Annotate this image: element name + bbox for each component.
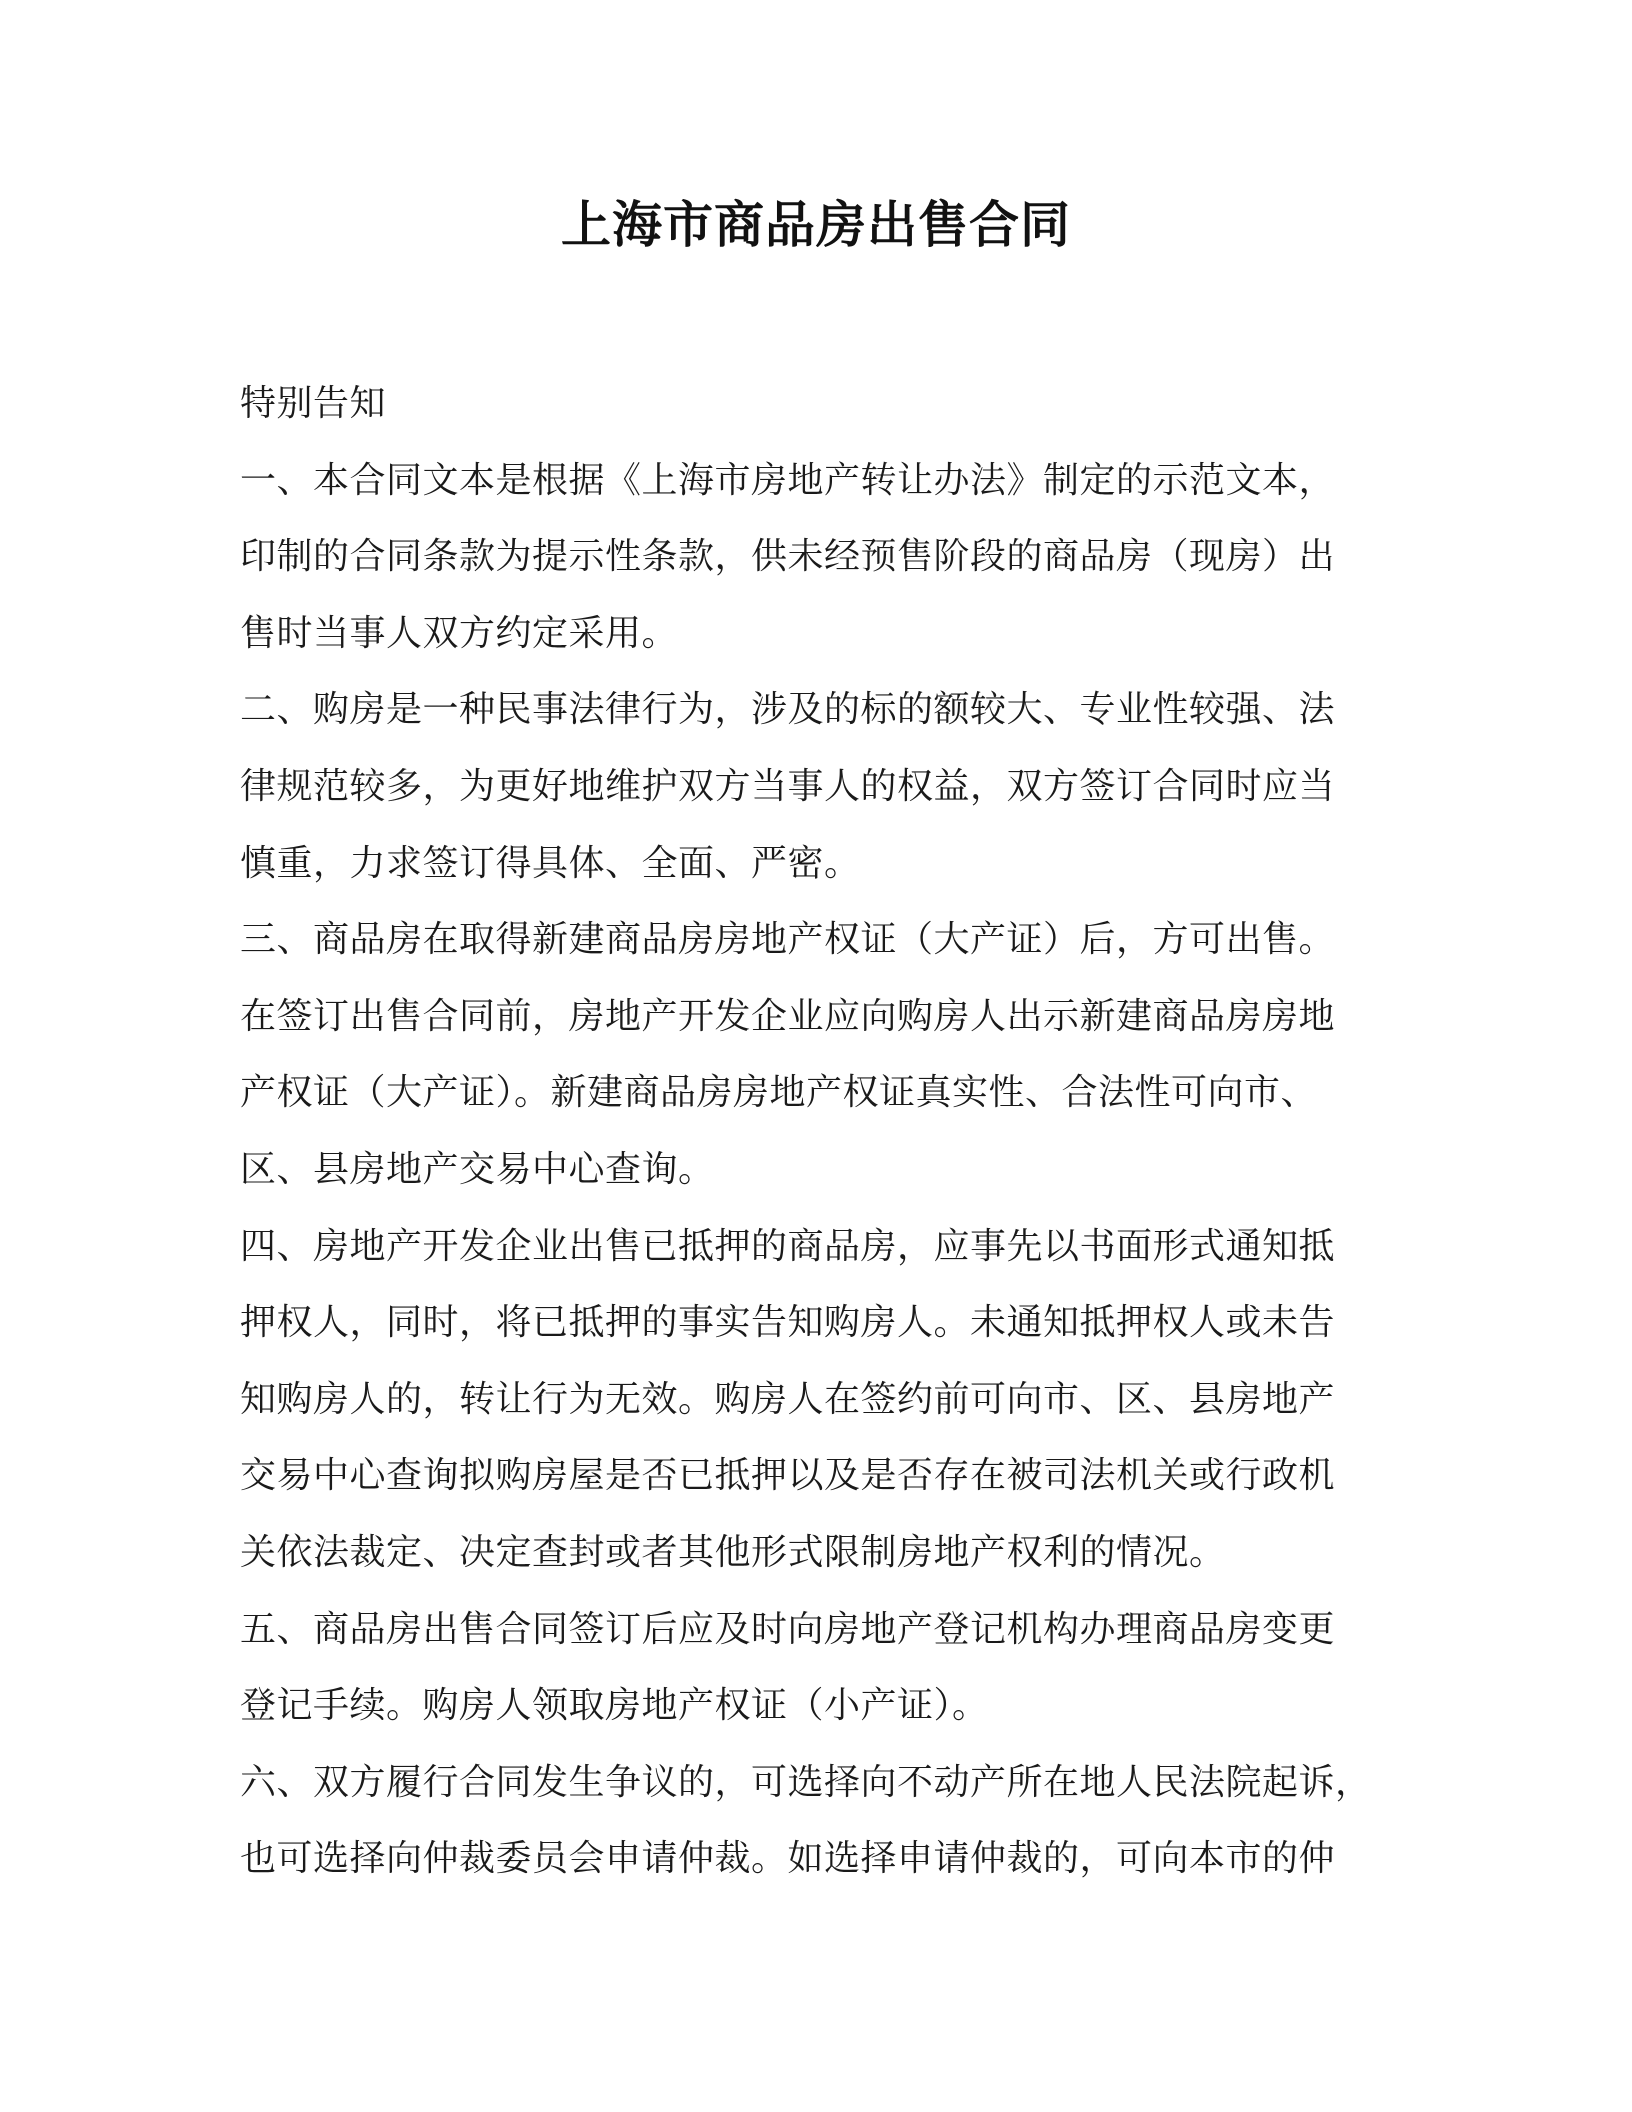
text-line: 四、房地产开发企业出售已抵押的商品房，应事先以书面形式通知抵 xyxy=(240,1225,1336,1267)
text-line: 交易中心查询拟购房屋是否已抵押以及是否存在被司法机关或行政机 xyxy=(240,1455,1336,1497)
text-line: 慎重，力求签订得具体、全面、严密。 xyxy=(240,842,861,884)
text-line: 印制的合同条款为提示性条款，供未经预售阶段的商品房（现房）出 xyxy=(240,536,1336,578)
text-line: 五、商品房出售合同签订后应及时向房地产登记机构办理商品房变更 xyxy=(240,1608,1336,1650)
text-line: 三、商品房在取得新建商品房房地产权证（大产证）后，方可出售。 xyxy=(240,919,1336,961)
text-line: 押权人，同时，将已抵押的事实告知购房人。未通知抵押权人或未告 xyxy=(240,1302,1336,1344)
text-line: 登记手续。购房人领取房地产权证（小产证）。 xyxy=(240,1685,989,1727)
text-line: 二、购房是一种民事法律行为，涉及的标的额较大、专业性较强、法 xyxy=(240,689,1336,731)
text-line: 也可选择向仲裁委员会申请仲裁。如选择申请仲裁的，可向本市的仲 xyxy=(240,1838,1336,1880)
document-body xyxy=(240,366,1400,1898)
text-line: 一、本合同文本是根据《上海市房地产转让办法》制定的示范文本， xyxy=(240,459,1336,501)
document-title: 上海市商品房出售合同 xyxy=(561,196,1071,254)
text-line: 知购房人的，转让行为无效。购房人在签约前可向市、区、县房地产 xyxy=(240,1378,1336,1420)
text-line: 关依法裁定、决定查封或者其他形式限制房地产权利的情况。 xyxy=(240,1531,1226,1573)
text-line: 律规范较多，为更好地维护双方当事人的权益，双方签订合同时应当 xyxy=(240,765,1336,807)
text-line: 六、双方履行合同发生争议的，可选择向不动产所在地人民法院起诉， xyxy=(240,1761,1372,1803)
section-heading: 特别告知 xyxy=(240,383,387,424)
text-line: 区、县房地产交易中心查询。 xyxy=(240,1148,715,1190)
text-line: 在签订出售合同前，房地产开发企业应向购房人出示新建商品房房地 xyxy=(240,995,1336,1037)
text-line: 售时当事人双方约定采用。 xyxy=(240,612,679,654)
text-line: 产权证（大产证）。新建商品房房地产权证真实性、合法性可向市、 xyxy=(240,1072,1318,1114)
